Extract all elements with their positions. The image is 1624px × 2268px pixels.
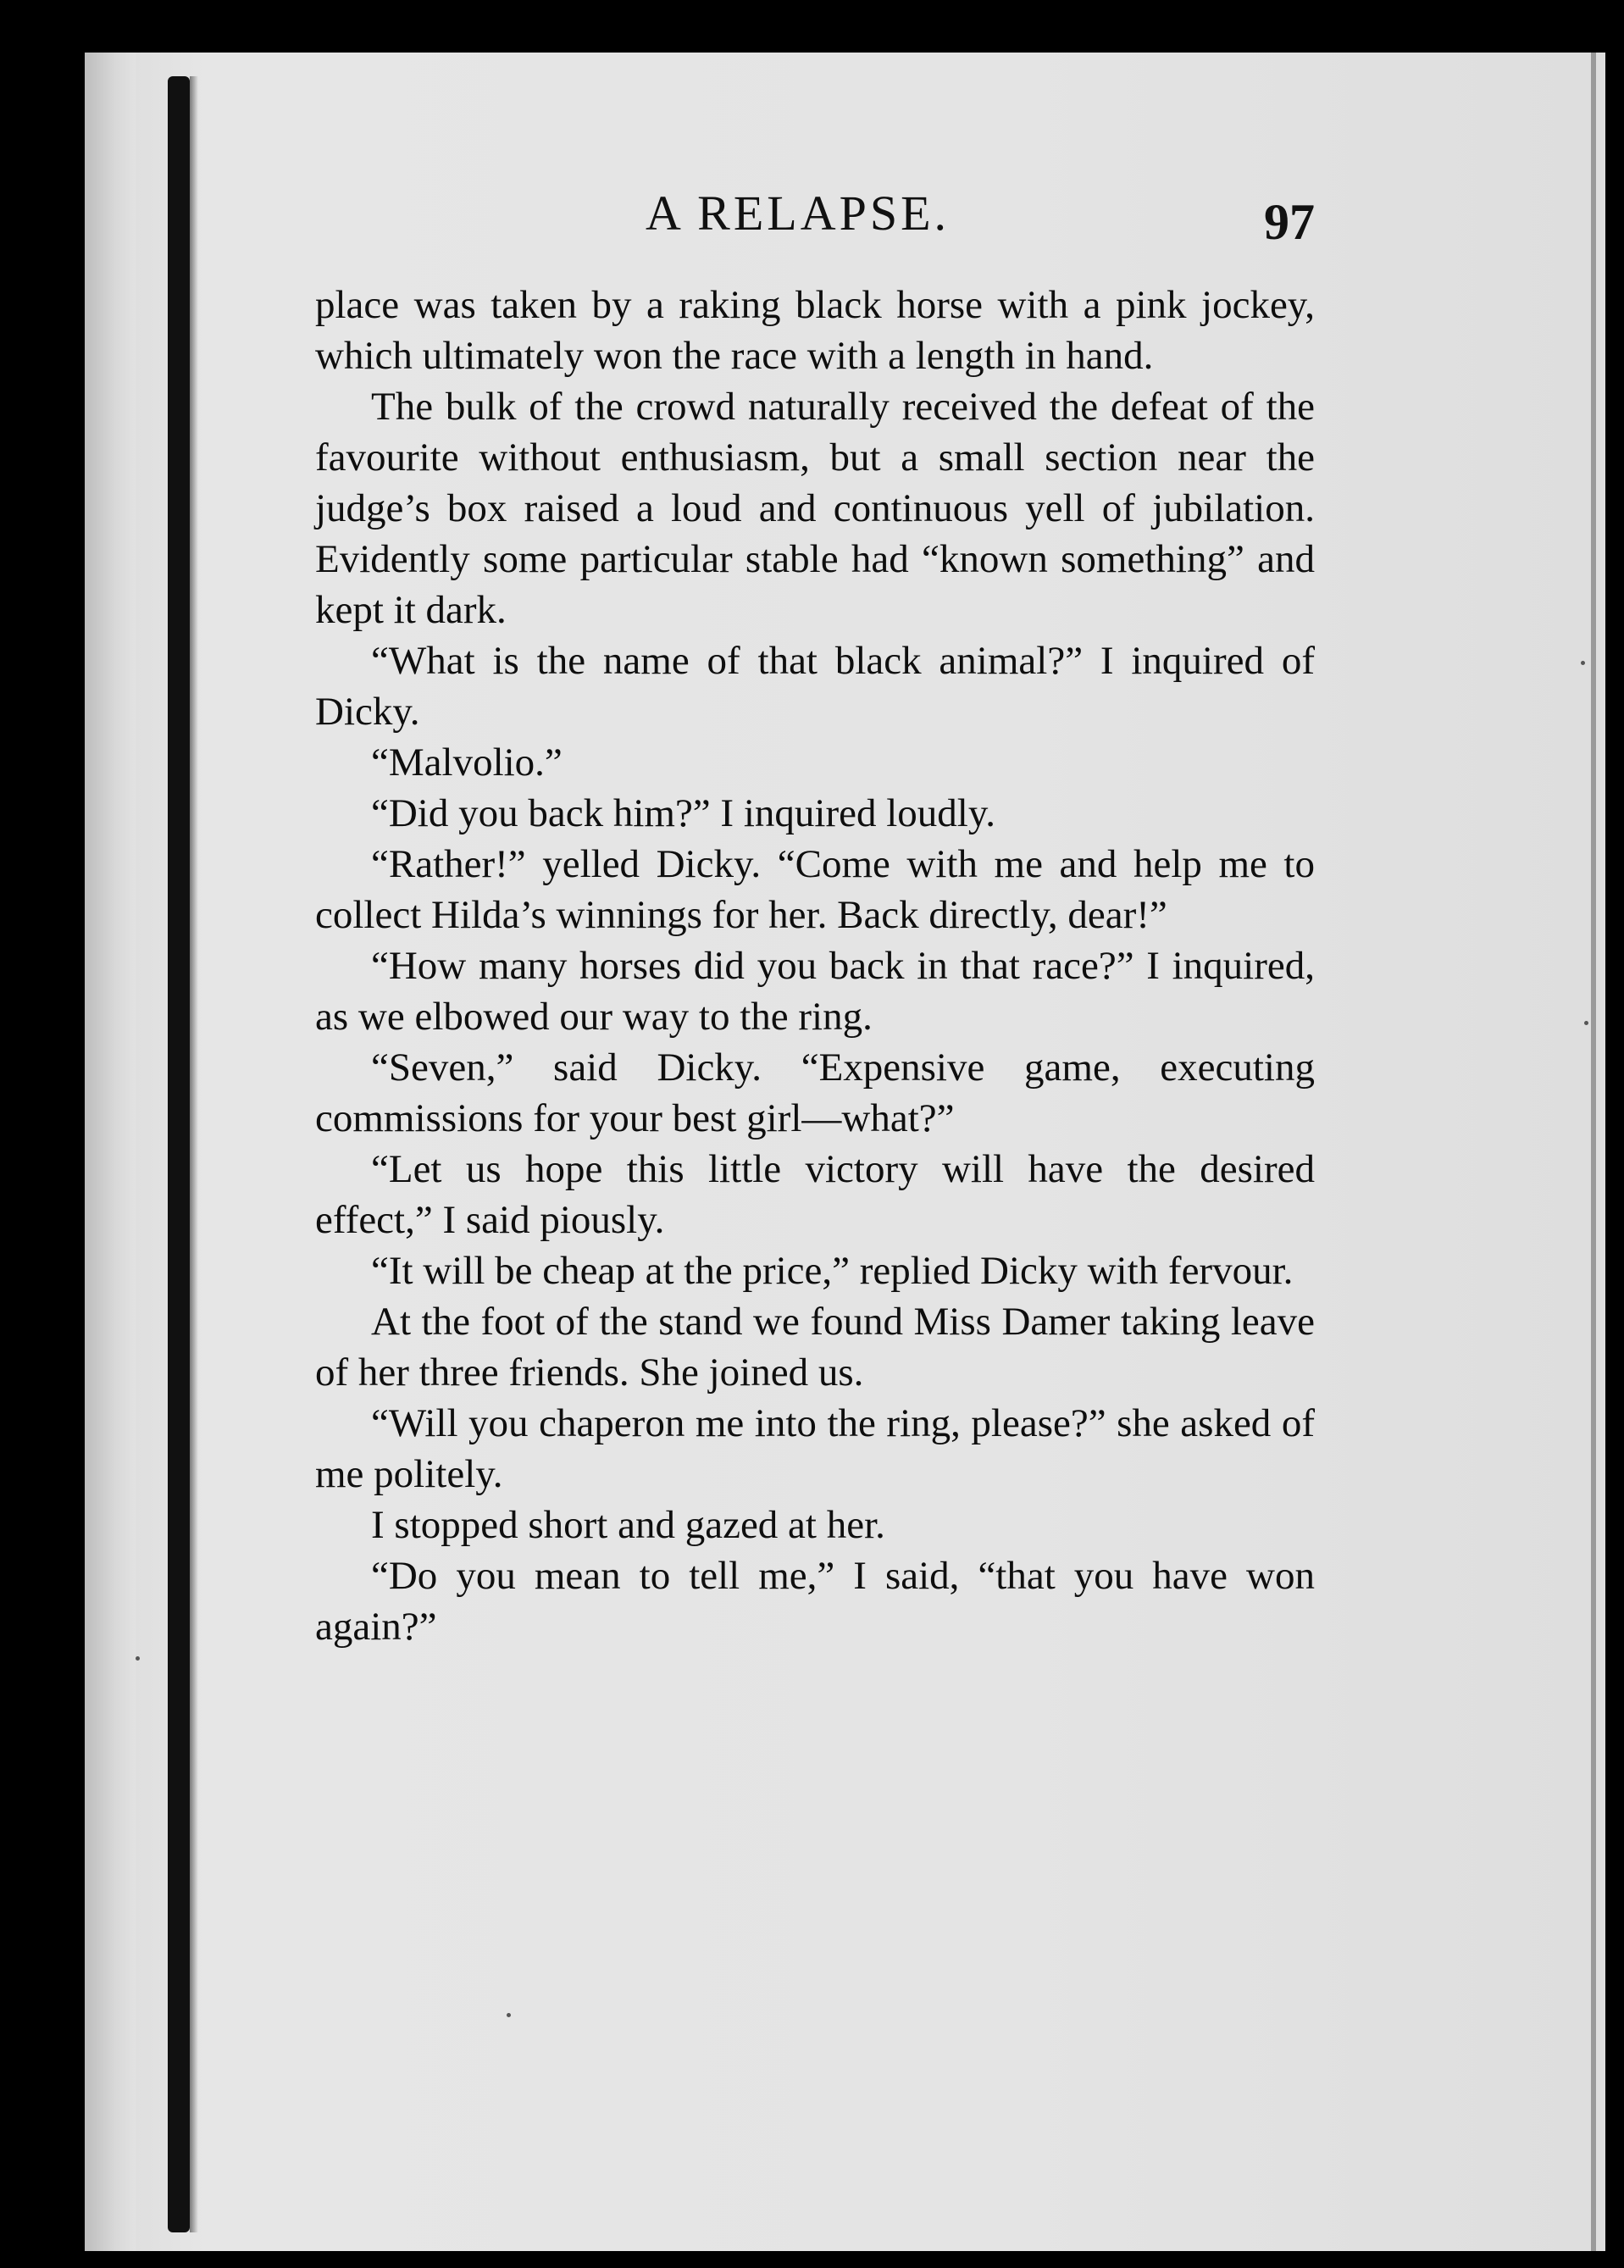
body-text [315,280,1315,1652]
paragraph: “Let us hope this little victory will have the desired effect,” I said piously. [315,1147,1315,1242]
paragraph: “Rather!” yelled Dicky. “Come with me and help me to collect Hilda’s winnings for her. Back directly, dear!” [315,842,1315,937]
page-gutter [85,53,136,2251]
paragraph: “What is the name of that black animal?” I inquired of Dicky. [315,639,1315,734]
scan-speck [507,2013,511,2017]
paragraph: “Do you mean to tell me,” I said, “that you have won again?” [315,1554,1315,1649]
paragraph: The bulk of the crowd naturally received the defeat of the favourite without enthusiasm, but a small section near the judge’s box raised a loud and continuous yell of jubilation. Evidently some particular stable had “known something” and kept it dark. [315,385,1315,632]
binding-shadow [190,76,198,2232]
paragraph: “How many horses did you back in that race?” I inquired, as we elbowed our way to the ring. [315,944,1315,1039]
binding-edge [168,76,190,2232]
running-head-title: A RELAPSE. [646,186,951,241]
paragraph: “It will be cheap at the price,” replied Dicky with fervour. [371,1249,1294,1293]
paragraph: “Malvolio.” [371,740,563,785]
paragraph: “Did you back him?” I inquired loudly. [371,791,996,835]
scan-speck [1581,661,1585,665]
scan-speck [1584,1021,1588,1025]
paragraph: “Seven,” said Dicky. “Expensive game, executing commissions for your best girl—what?” [315,1045,1315,1140]
paragraph: I stopped short and gazed at her. [371,1503,885,1547]
page-number: 97 [1264,194,1315,250]
page-right-edge [1591,53,1596,2251]
running-head [315,180,1315,250]
paragraph: place was taken by a raking black horse with a pink jockey, which ultimately won the race with a length in hand. [315,283,1315,378]
scan-speck [136,1656,140,1661]
paragraph: “Will you chaperon me into the ring, please?” she asked of me politely. [315,1401,1315,1496]
paragraph: At the foot of the stand we found Miss Damer taking leave of her three friends. She joined us. [315,1300,1315,1395]
